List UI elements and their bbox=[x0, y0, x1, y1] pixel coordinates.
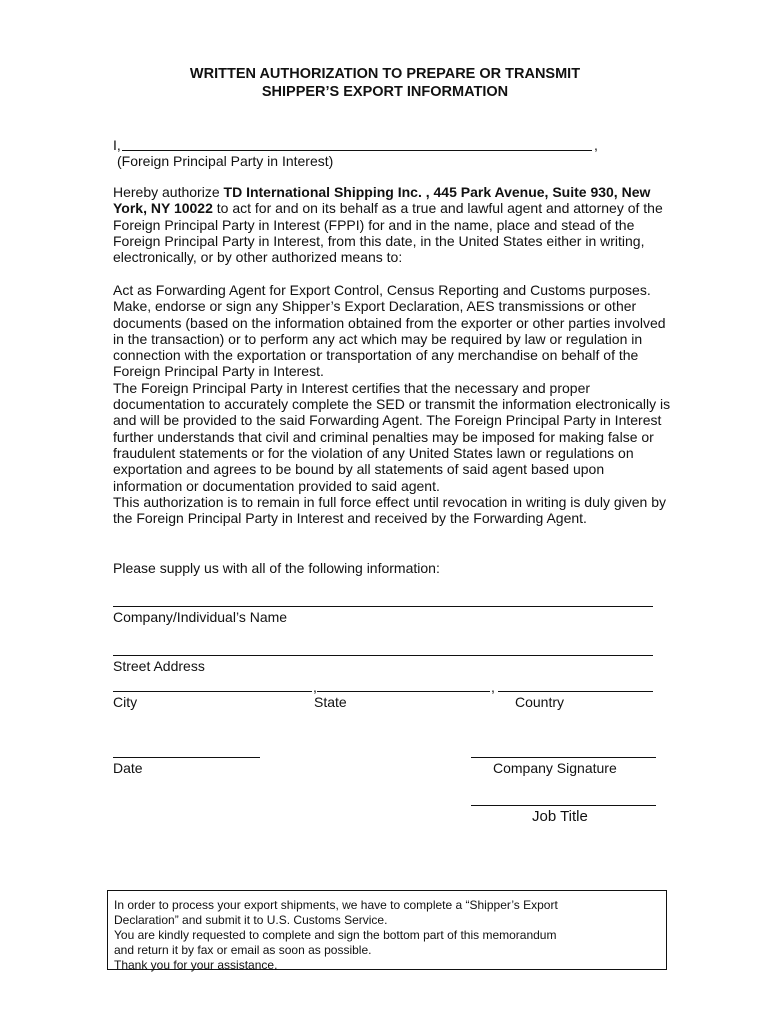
job-title-label: Job Title bbox=[532, 808, 588, 825]
agent-name: TD International Shipping Inc. , 445 Park Avenue, Suite 930, New York, NY 10022 bbox=[113, 184, 651, 217]
job-title-field[interactable] bbox=[471, 805, 656, 806]
authorize-lead: Hereby authorize bbox=[113, 184, 224, 200]
city-field[interactable] bbox=[113, 691, 312, 692]
street-address-label: Street Address bbox=[113, 658, 205, 674]
state-comma: , bbox=[491, 679, 495, 695]
company-signature-label: Company Signature bbox=[493, 760, 617, 776]
duration-paragraph: This authorization is to remain in full force effect until revocation in writing is duly given by the Foreign Principal Party in Interest and received by the Forwarding Agent. bbox=[113, 493, 667, 527]
authorize-rest: to act for and on its behalf as a true and lawful agent and attorney of the Foreign Principal Party in Interest (FPPI) for and in the name, place and stead of the Foreign Principal Party in Interest, from this date, in the United States either in writing, electronically, or by other authorized means to: bbox=[113, 200, 663, 266]
notice-line-4: and return it by fax or email as soon as possible. bbox=[114, 943, 372, 957]
state-label: State bbox=[314, 694, 347, 710]
city-label: City bbox=[113, 694, 138, 710]
company-name-label: Company/Individual’s Name bbox=[113, 609, 288, 625]
instructions-notice-box bbox=[107, 890, 667, 970]
company-signature-field[interactable] bbox=[471, 757, 656, 758]
state-field[interactable] bbox=[317, 691, 490, 692]
authorization-paragraph bbox=[113, 184, 673, 265]
date-field[interactable] bbox=[113, 757, 260, 758]
document-title-line-1: WRITTEN AUTHORIZATION TO PREPARE OR TRANSMIT bbox=[189, 66, 581, 82]
notice-line-1: In order to process your export shipments, we have to complete a “Shipper’s Export bbox=[114, 898, 558, 912]
date-label: Date bbox=[113, 760, 143, 776]
declarant-suffix: , bbox=[594, 137, 598, 153]
document-title-line-2: SHIPPER’S EXPORT INFORMATION bbox=[261, 84, 509, 100]
act-paragraph: Act as Forwarding Agent for Export Control, Census Reporting and Customs purposes. Make, endorse or sign any Shipper’s Export Declaration, AES transmissions or other documents (based on the information obtained from the exporter or other parties involved in the transaction) or to perform any act which may be required by law or regulation in connection with the exportation or transportation of any merchandise on behalf of the Foreign Principal Party in Interest. bbox=[113, 282, 666, 380]
country-field[interactable] bbox=[498, 691, 653, 692]
certify-paragraph: The Foreign Principal Party in Interest certifies that the necessary and proper documentation to accurately complete the SED or transmit the information electronically is and will be provided to the said Forwarding Agent. The Foreign Principal Party in Interest further understands that civil and criminal penalties may be imposed for making false or fraudulent statements or for the violation of any United States lawn or regulations on exportation and agrees to be bound by all statements of said agent based upon information or documentation provided to said agent. bbox=[113, 379, 671, 494]
declarant-prefix: I, bbox=[113, 137, 121, 153]
city-comma: , bbox=[313, 679, 317, 695]
fppi-caption: (Foreign Principal Party in Interest) bbox=[117, 153, 334, 169]
fppi-name-field[interactable] bbox=[122, 150, 592, 151]
company-name-field[interactable] bbox=[113, 606, 653, 607]
notice-line-2: Declaration” and submit it to U.S. Customs Service. bbox=[114, 913, 388, 927]
notice-line-3: You are kindly requested to complete and sign the bottom part of this memorandum bbox=[114, 928, 557, 942]
notice-line-5: Thank you for your assistance. bbox=[114, 958, 278, 972]
country-label: Country bbox=[515, 694, 565, 710]
powers-section bbox=[113, 282, 673, 526]
street-address-field[interactable] bbox=[113, 655, 653, 656]
form-intro: Please supply us with all of the following information: bbox=[113, 560, 440, 576]
